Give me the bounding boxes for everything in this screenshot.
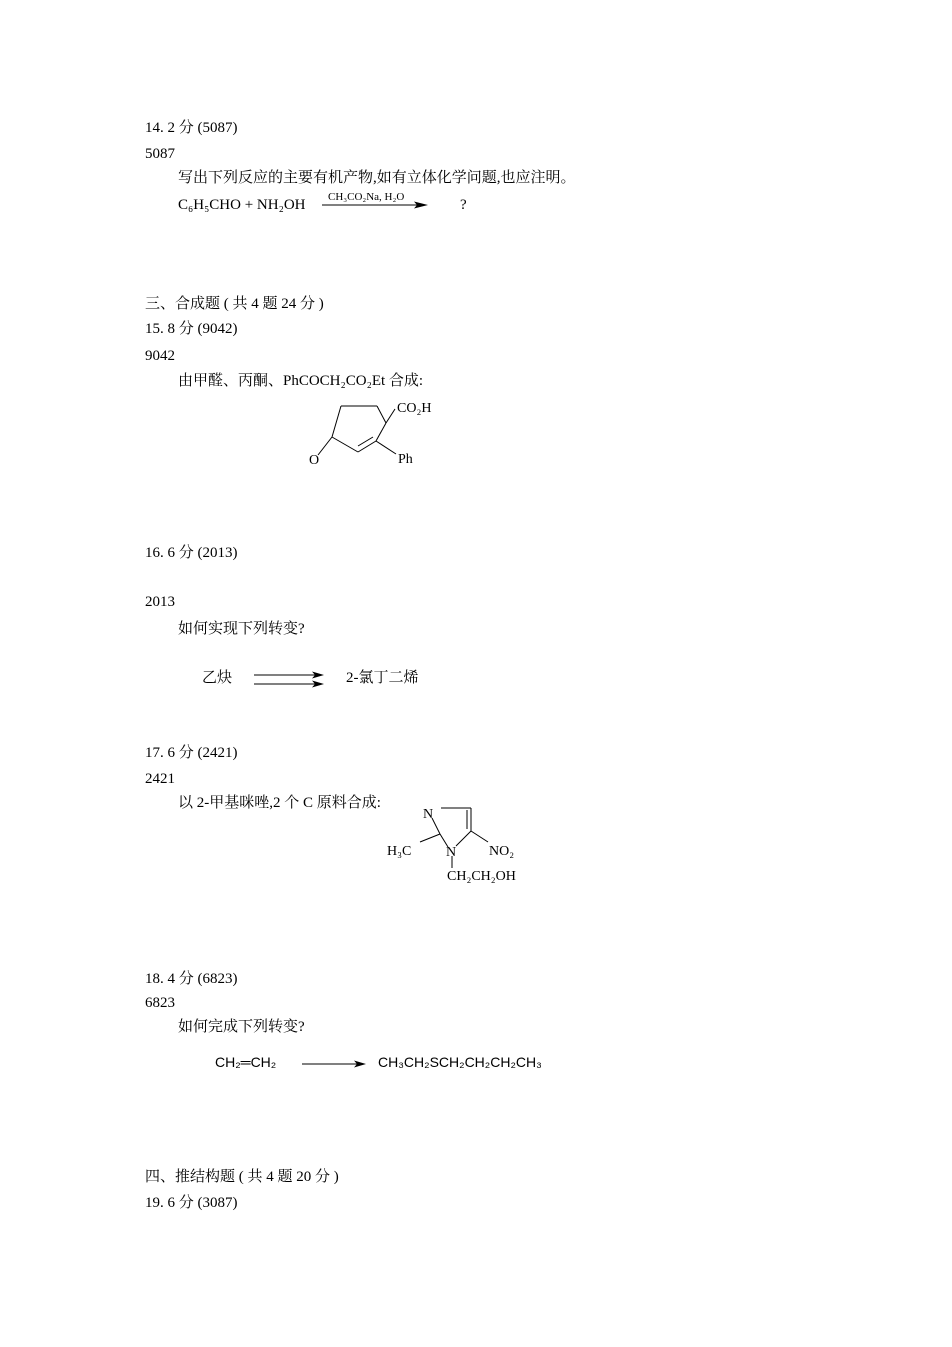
q15-code: 9042 [145, 348, 175, 364]
q15-oxygen-label: O [309, 453, 320, 468]
q17-imidazole-structure [380, 798, 540, 888]
q14-prompt: 写出下列反应的主要有机产物,如有立体化学问题,也应注明。 [178, 170, 576, 186]
q18-header: 18. 4 分 (6823) [145, 971, 238, 987]
section3-title: 三、合成题 ( 共 4 题 24 分 ) [145, 296, 324, 312]
q16-prompt: 如何实现下列转变? [178, 621, 305, 637]
section4-title: 四、推结构题 ( 共 4 题 20 分 ) [145, 1169, 339, 1185]
q17-code: 2421 [145, 771, 175, 787]
q16-double-arrow [254, 670, 326, 690]
q14-product: ? [460, 197, 467, 213]
q16-start: 乙炔 [202, 670, 233, 686]
q14-code: 5087 [145, 146, 175, 162]
q17-n-ring-label: N [446, 845, 457, 860]
q14-header: 14. 2 分 (5087) [145, 120, 238, 136]
q18-prompt: 如何完成下列转变? [178, 1019, 305, 1035]
q17-header: 17. 6 分 (2421) [145, 745, 238, 761]
q15-prompt: 由甲醛、丙酮、PhCOCH₂CO₂Et 合成: [178, 373, 424, 389]
q15-cyclohexenone-structure [300, 395, 460, 475]
q17-prompt: 以 2-甲基咪唑,2 个 C 原料合成: [178, 795, 381, 811]
q18-end: CH₃CH₂SCH₂CH₂CH₂CH₃ [378, 1054, 542, 1070]
q16-header: 16. 6 分 (2013) [145, 545, 238, 561]
q16-code: 2013 [145, 594, 175, 610]
q17-side-chain-label: CH₂CH₂OH [447, 869, 516, 884]
q18-code: 6823 [145, 995, 175, 1011]
q15-cooh-label: CO₂H [397, 401, 432, 416]
q14-conditions: CH₃CO₂Na, H₂O [328, 191, 405, 203]
q17-h3c-label: H₃C [387, 844, 412, 859]
q14-reactants: C₆H₅CHO + NH₂OH [178, 197, 306, 213]
q15-ph-label: Ph [398, 452, 413, 467]
q16-end: 2-氯丁二烯 [346, 670, 419, 686]
q15-header: 15. 8 分 (9042) [145, 321, 238, 337]
q18-reaction-arrow [302, 1058, 370, 1070]
q17-n-top-label: N [423, 807, 434, 822]
q18-start: CH₂═CH₂ [215, 1054, 277, 1070]
q19-header: 19. 6 分 (3087) [145, 1195, 238, 1211]
q17-no2-label: NO₂ [489, 844, 515, 859]
q14-reaction-arrow [322, 200, 432, 210]
